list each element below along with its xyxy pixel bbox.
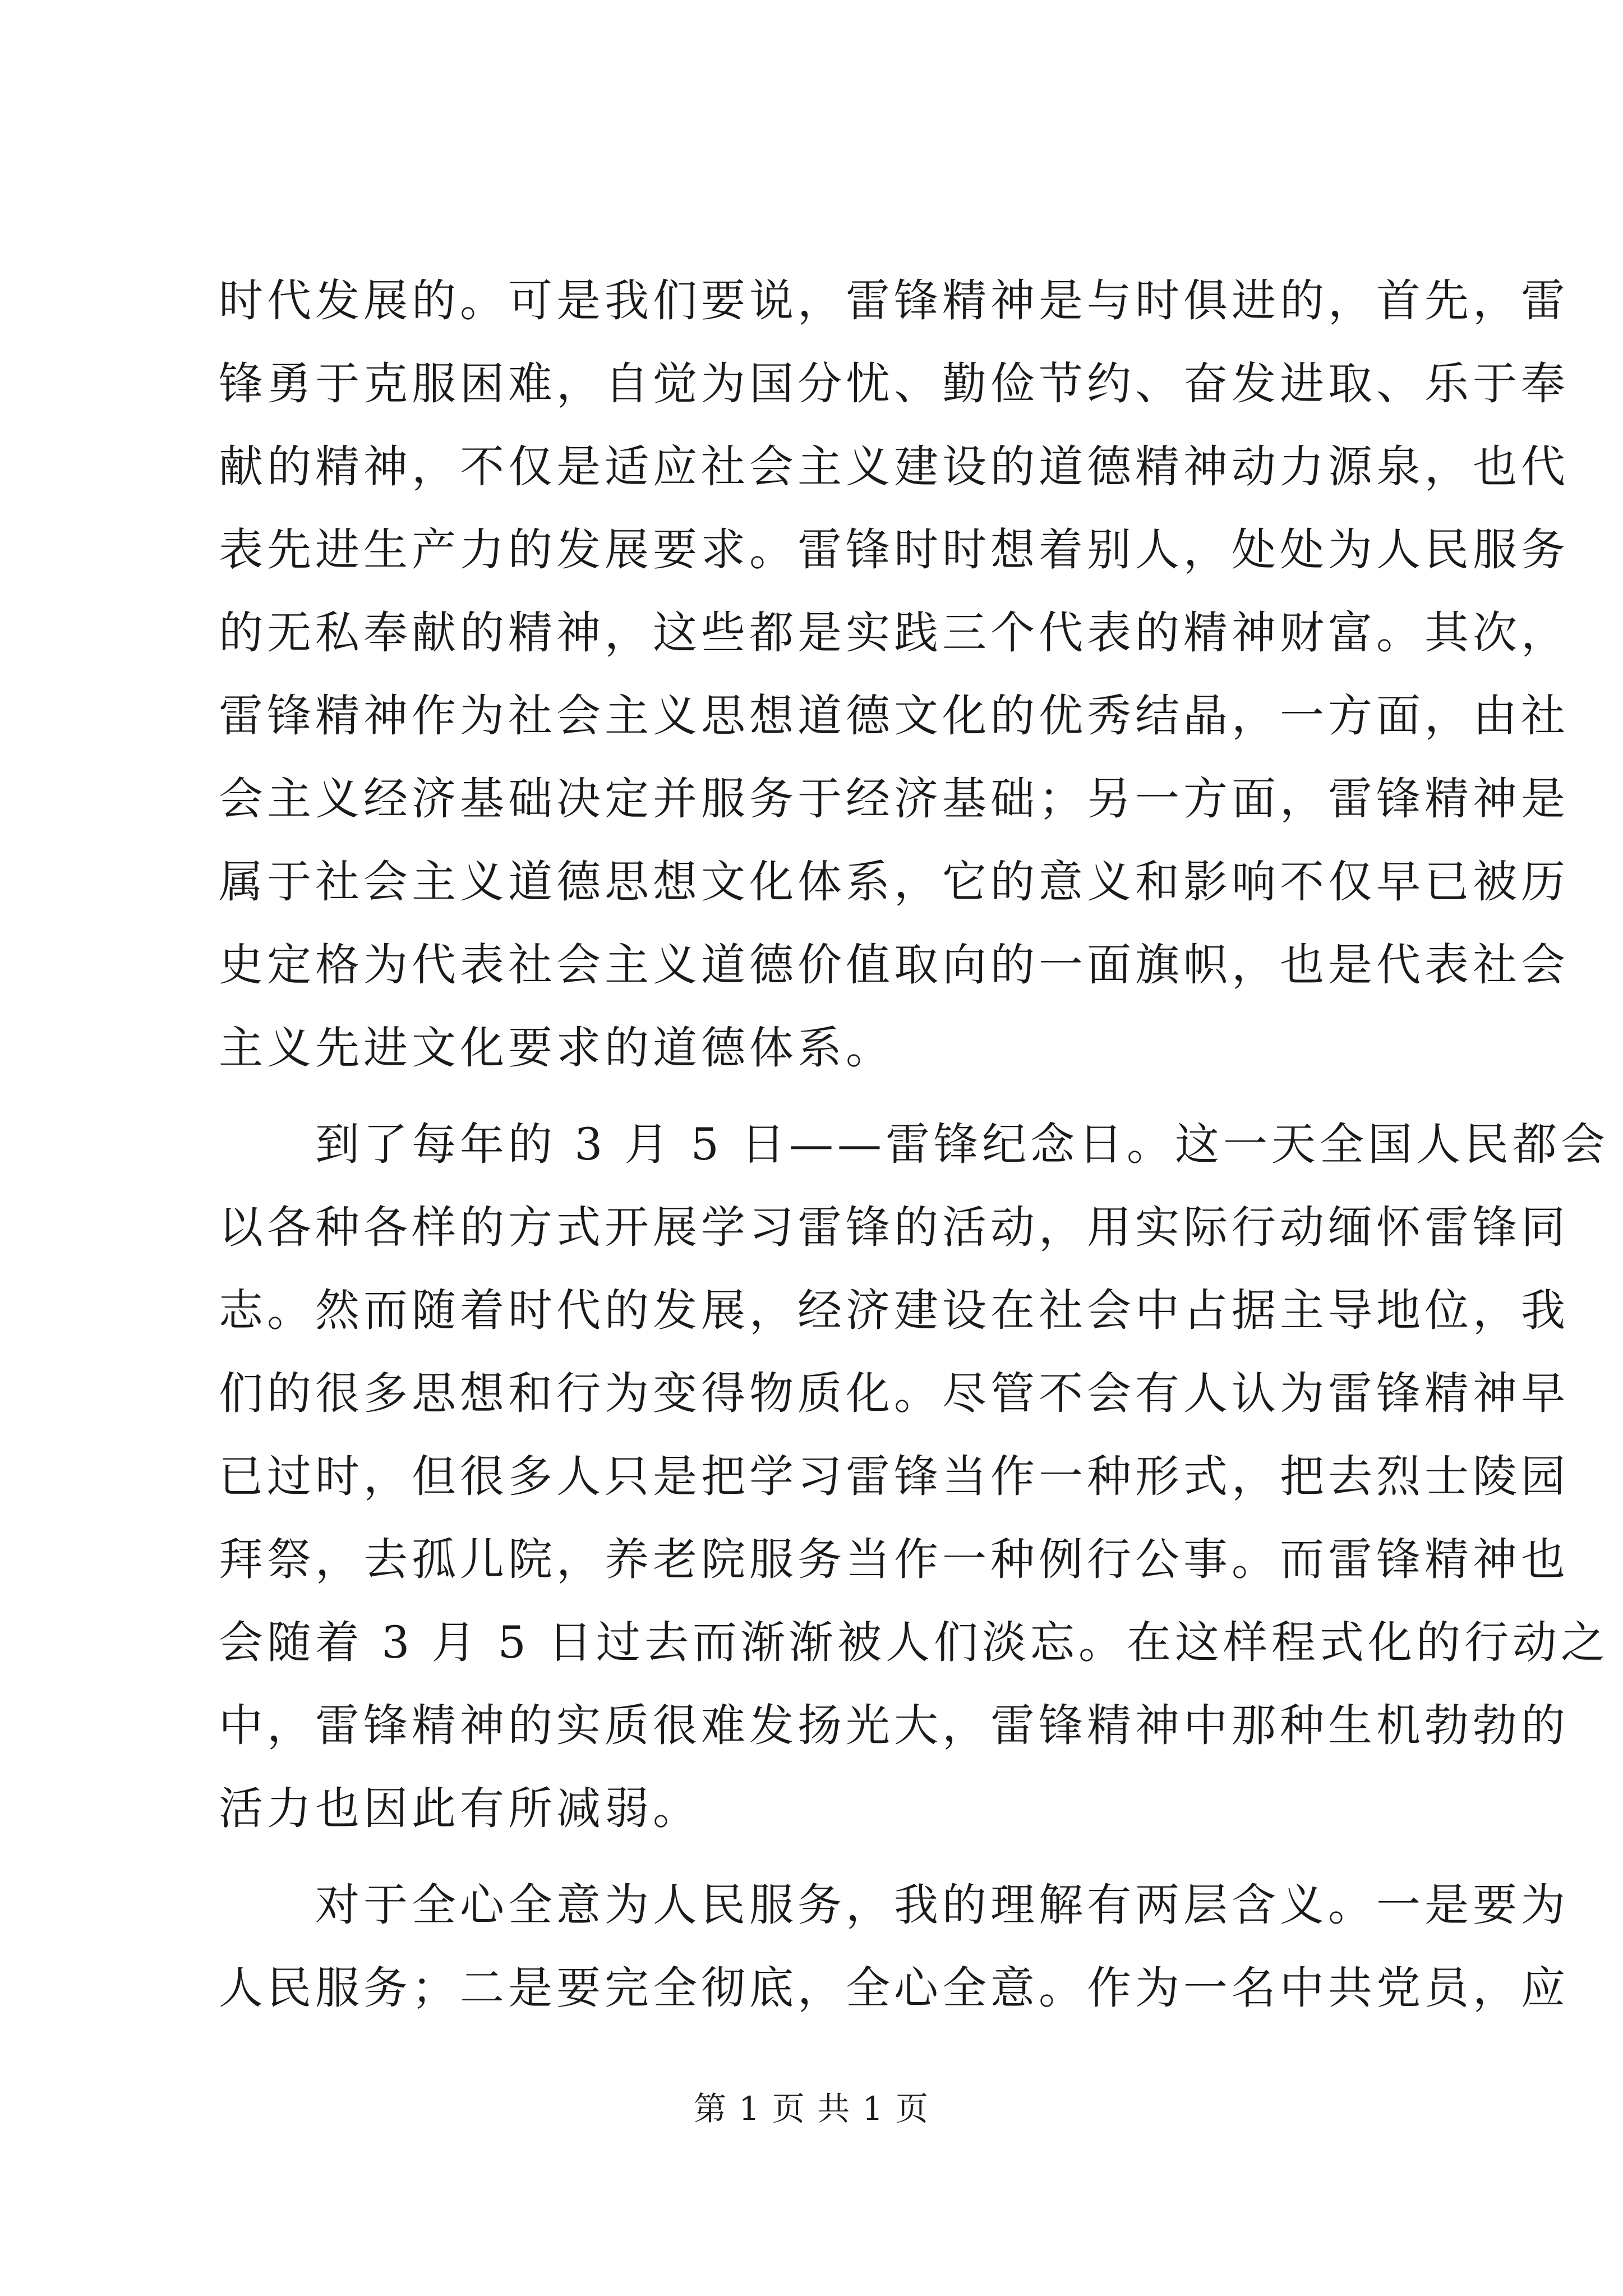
paragraph-line: 献的精神，不仅是适应社会主义建设的道德精神动力源泉，也代 bbox=[219, 441, 1569, 493]
paragraph-line: 会随着 3 月 5 日过去而渐渐被人们淡忘。在这样程式化的行动之 bbox=[219, 1617, 1609, 1668]
paragraph-line: 史定格为代表社会主义道德价值取向的一面旗帜，也是代表社会 bbox=[219, 939, 1569, 991]
paragraph-line: 以各种各样的方式开展学习雷锋的活动，用实际行动缅怀雷锋同 bbox=[219, 1202, 1569, 1253]
paragraph-line: 们的很多思想和行为变得物质化。尽管不会有人认为雷锋精神早 bbox=[219, 1368, 1569, 1419]
paragraph-line: 会主义经济基础决定并服务于经济基础；另一方面，雷锋精神是 bbox=[219, 773, 1569, 825]
paragraph-1 bbox=[219, 259, 1569, 1089]
paragraph-gap bbox=[219, 1089, 1430, 1103]
paragraph-line: 锋勇于克服困难，自觉为国分忧、勤俭节约、奋发进取、乐于奉 bbox=[219, 358, 1569, 409]
paragraph-line: 对于全心全意为人民服务，我的理解有两层含义。一是要为 bbox=[315, 1879, 1569, 1931]
paragraph-line: 属于社会主义道德思想文化体系，它的意义和影响不仅早已被历 bbox=[219, 856, 1569, 908]
paragraph-line: 主义先进文化要求的道德体系。 bbox=[219, 1022, 894, 1074]
paragraph-gap bbox=[219, 1850, 1430, 1864]
paragraph-2 bbox=[219, 1103, 1609, 1850]
paragraph-line: 的无私奉献的精神，这些都是实践三个代表的精神财富。其次， bbox=[219, 607, 1569, 659]
paragraph-line: 时代发展的。可是我们要说，雷锋精神是与时俱进的，首先，雷 bbox=[219, 275, 1569, 326]
paragraph-line: 表先进生产力的发展要求。雷锋时时想着别人，处处为人民服务 bbox=[219, 524, 1569, 576]
paragraph-line: 拜祭，去孤儿院，养老院服务当作一种例行公事。而雷锋精神也 bbox=[219, 1534, 1569, 1585]
paragraph-line: 志。然而随着时代的发展，经济建设在社会中占据主导地位，我 bbox=[219, 1285, 1569, 1336]
paragraph-line: 已过时，但很多人只是把学习雷锋当作一种形式，把去烈士陵园 bbox=[219, 1451, 1569, 1502]
paragraph-line: 雷锋精神作为社会主义思想道德文化的优秀结晶，一方面，由社 bbox=[219, 690, 1569, 742]
page-number-footer: 第 1 页 共 1 页 bbox=[694, 2090, 929, 2128]
document-body bbox=[219, 259, 1609, 2030]
paragraph-line: 人民服务；二是要完全彻底，全心全意。作为一名中共党员，应 bbox=[219, 1962, 1569, 2014]
paragraph-line: 到了每年的 3 月 5 日——雷锋纪念日。这一天全国人民都会 bbox=[315, 1119, 1609, 1170]
paragraph-3 bbox=[219, 1864, 1569, 2030]
paragraph-line: 中，雷锋精神的实质很难发扬光大，雷锋精神中那种生机勃勃的 bbox=[219, 1700, 1569, 1751]
paragraph-line: 活力也因此有所减弱。 bbox=[219, 1783, 701, 1834]
